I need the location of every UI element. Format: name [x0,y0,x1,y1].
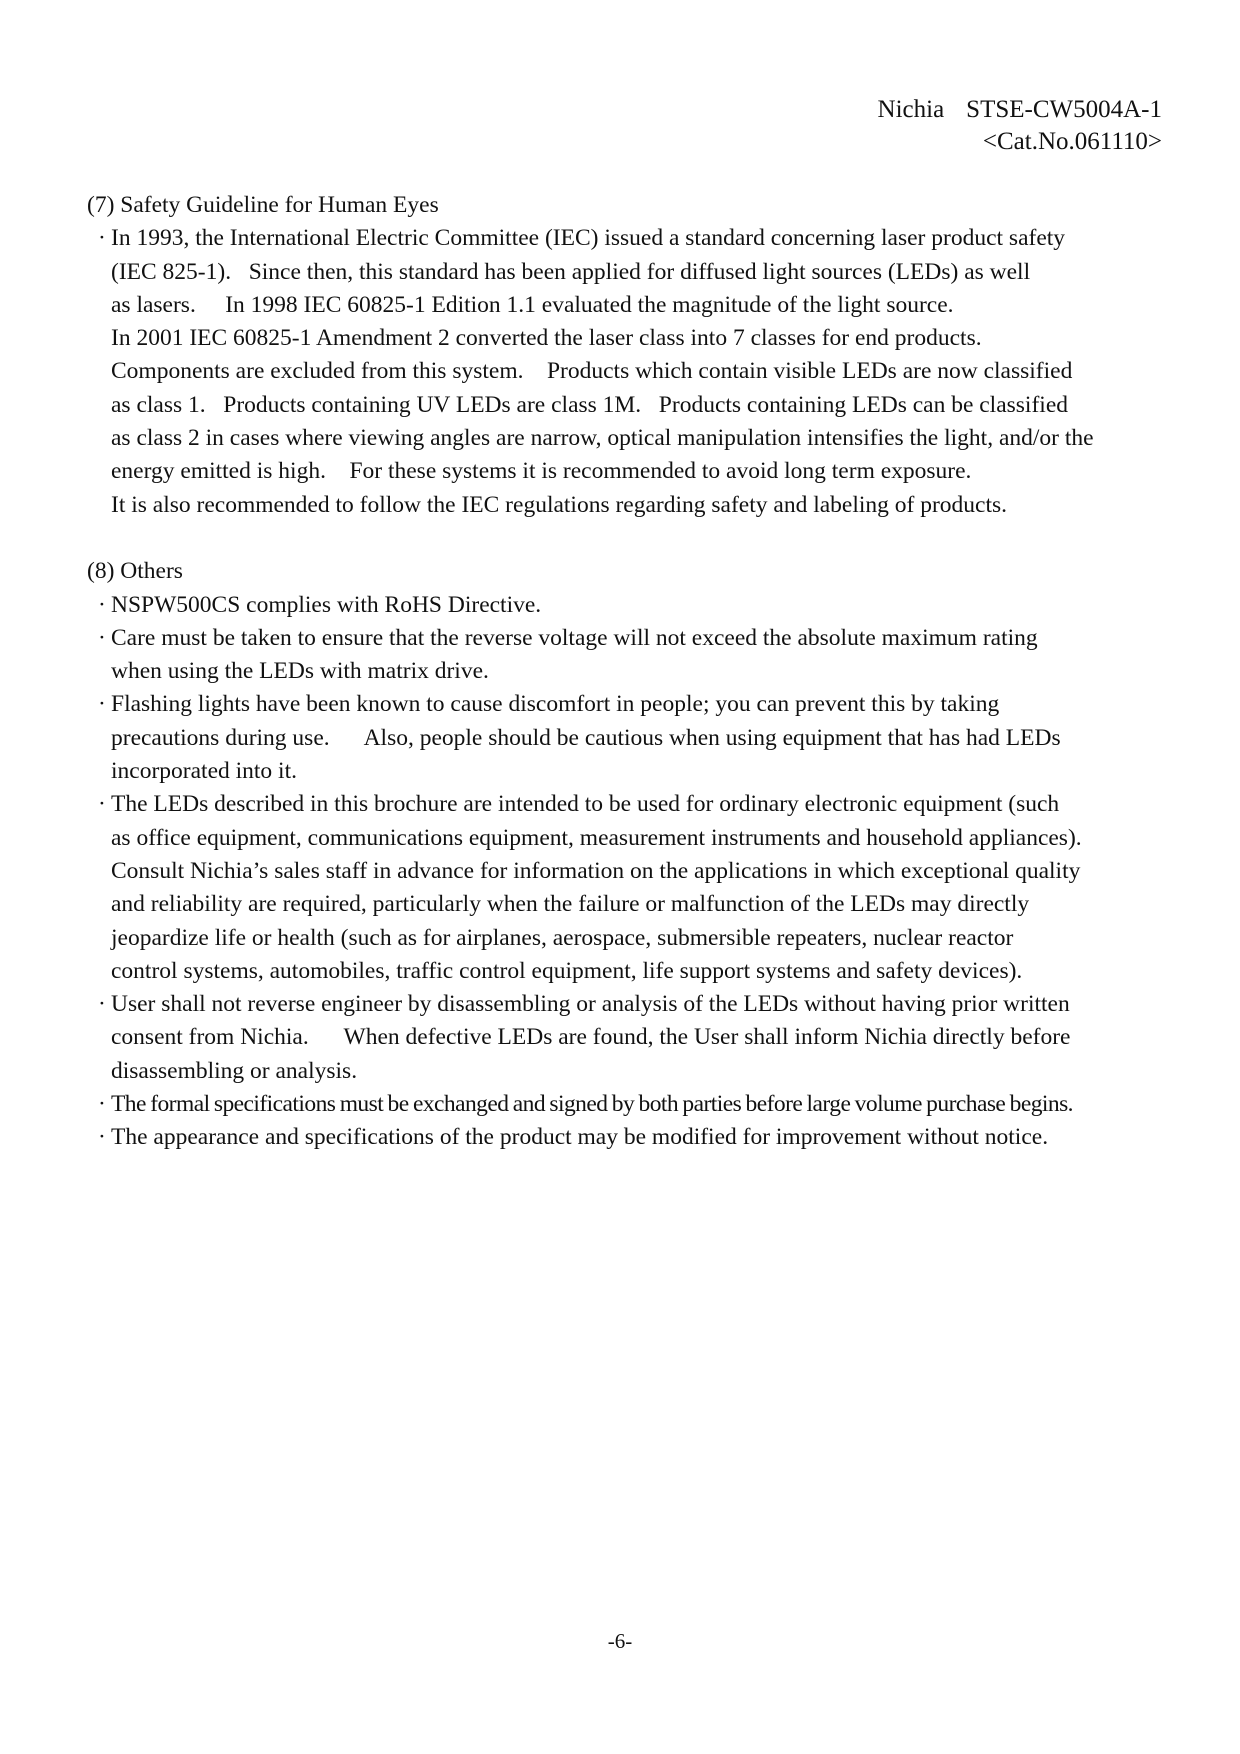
text-line: User shall not reverse engineer by disassembling or analysis of the LEDs without having prior written [111,991,1070,1018]
text-line: as class 1. Products containing UV LEDs are class 1M. Products containing LEDs can be classified [111,391,1068,418]
bullet-item [85,788,1175,988]
bullet-item [85,589,1175,622]
header-doc-line [878,94,1162,126]
bullet-item [85,1088,1175,1121]
bullet-item [85,222,1175,522]
text-line: jeopardize life or health (such as for airplanes, aerospace, submersible repeaters, nuclear reactor [111,924,1014,951]
text-line: The formal specifications must be exchanged and signed by both parties before large volume purchase begins. [111,1091,1073,1118]
bullet-item [85,988,1175,1088]
bullet-item [85,1121,1175,1154]
section-8 [85,555,1175,1154]
text-line: control systems, automobiles, traffic control equipment, life support systems and safety devices). [111,957,1023,984]
text-line: and reliability are required, particularly when the failure or malfunction of the LEDs may directly [111,891,1030,918]
text-line: consent from Nichia. When defective LEDs are found, the User shall inform Nichia directly before [111,1024,1071,1051]
text-line: precautions during use. Also, people should be cautious when using equipment that has had LEDs [111,724,1061,751]
text-line: The LEDs described in this brochure are intended to be used for ordinary electronic equipment (such [111,791,1060,818]
bullet-dot-icon: · [98,591,106,618]
bullet-dot-icon: · [98,991,106,1018]
page-number: -6- [607,1629,633,1653]
document-header [878,94,1162,158]
text-line: when using the LEDs with matrix drive. [111,658,489,685]
text-line: Consult Nichia’s sales staff in advance for information on the applications in which exceptional quality [111,857,1081,884]
text-line: NSPW500CS complies with RoHS Directive. [111,591,542,618]
section-7 [85,189,1175,522]
section-heading: (8) Others [87,558,183,585]
text-line: In 1993, the International Electric Committee (IEC) issued a standard concerning laser product safety [111,225,1066,252]
text-line: (IEC 825-1). Since then, this standard has been applied for diffused light sources (LEDs) as well [111,258,1031,285]
text-line: The appearance and specifications of the product may be modified for improvement without notice. [111,1124,1049,1151]
text-line: as class 2 in cases where viewing angles are narrow, optical manipulation intensifies the light, and/or the [111,425,1094,452]
bullet-item [85,622,1175,689]
text-line: disassembling or analysis. [111,1057,358,1084]
bullet-dot-icon: · [98,691,106,718]
header-doc-id: STSE-CW5004A-1 [966,96,1162,123]
bullet-dot-icon: · [98,624,106,651]
bullet-dot-icon: · [98,1091,106,1118]
bullet-dot-icon: · [98,225,106,252]
text-line: Flashing lights have been known to cause discomfort in people; you can prevent this by taking [111,691,1000,718]
document-body [85,189,1175,1155]
bullet-item [85,688,1175,788]
section-heading: (7) Safety Guideline for Human Eyes [87,192,439,218]
text-line: energy emitted is high. For these systems it is recommended to avoid long term exposure. [111,458,972,485]
header-cat-no: <Cat.No.061110> [982,128,1162,155]
header-company: Nichia [877,96,945,123]
bullet-dot-icon: · [98,791,106,818]
text-line: Care must be taken to ensure that the reverse voltage will not exceed the absolute maximum rating [111,624,1038,651]
text-line: In 2001 IEC 60825-1 Amendment 2 converted the laser class into 7 classes for end products. [111,325,982,352]
text-line: Components are excluded from this system. Products which contain visible LEDs are now classified [111,358,1073,385]
bullet-dot-icon: · [98,1124,106,1151]
text-line: incorporated into it. [111,758,297,785]
text-line: It is also recommended to follow the IEC regulations regarding safety and labeling of products. [111,491,1008,518]
text-line: as lasers. In 1998 IEC 60825-1 Edition 1.1 evaluated the magnitude of the light source. [111,291,954,318]
text-line: as office equipment, communications equipment, measurement instruments and household appliances). [111,824,1082,851]
